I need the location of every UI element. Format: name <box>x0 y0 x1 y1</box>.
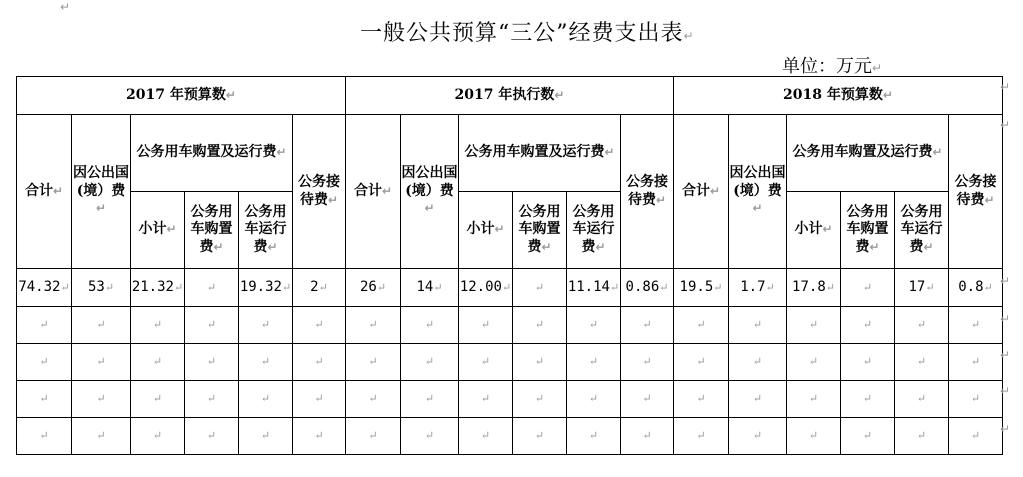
paragraph-mark: ↵ <box>642 429 652 443</box>
table-cell: 19.5↵ <box>674 269 729 307</box>
paragraph-mark: ↵ <box>206 392 217 406</box>
table-cell <box>185 344 239 381</box>
table-cell <box>401 418 459 455</box>
table-row <box>17 307 1003 344</box>
paragraph-mark: ↵ <box>534 280 545 294</box>
paragraph-mark: ↵ <box>173 280 184 294</box>
table-cell <box>674 344 729 381</box>
table-cell: 74.32↵ <box>17 269 72 307</box>
table-cell <box>567 307 621 344</box>
table-cell <box>459 307 513 344</box>
paragraph-mark: ↵ <box>534 318 545 332</box>
table-cell <box>17 307 72 344</box>
paragraph-mark: ↵ <box>424 392 435 406</box>
paragraph-mark: ↵ <box>534 429 545 443</box>
paragraph-mark: ↵ <box>1000 384 1011 398</box>
paragraph-mark: ↵ <box>970 355 981 369</box>
paragraph-mark: ↵ <box>424 318 435 332</box>
paragraph-mark: ↵ <box>534 355 545 369</box>
paragraph-mark: ↵ <box>862 355 873 369</box>
table-cell <box>239 418 293 455</box>
paragraph-mark: ↵ <box>588 355 599 369</box>
header-reception: 公务接待费↵ <box>949 115 1003 269</box>
table-cell: 0.8↵ <box>949 269 1003 307</box>
table-cell: 26↵ <box>346 269 401 307</box>
table-cell <box>72 381 131 418</box>
paragraph-mark: ↵ <box>916 318 927 332</box>
paragraph-mark: ↵ <box>916 392 927 406</box>
table-cell: 53↵ <box>72 269 131 307</box>
paragraph-mark: ↵ <box>862 280 873 294</box>
paragraph-mark: ↵ <box>1000 118 1011 132</box>
paragraph-mark: ↵ <box>872 61 883 75</box>
paragraph-mark: ↵ <box>96 429 106 443</box>
table-cell <box>787 381 841 418</box>
header-reception: 公务接待费↵ <box>293 115 346 269</box>
paragraph-mark: ↵ <box>368 429 378 443</box>
table-cell <box>729 418 787 455</box>
table-row <box>17 344 1003 381</box>
paragraph-mark: ↵ <box>588 318 599 332</box>
paragraph-mark: ↵ <box>152 355 163 369</box>
table-cell <box>131 307 185 344</box>
table-cell <box>72 307 131 344</box>
table-cell <box>346 344 401 381</box>
table-cell <box>567 344 621 381</box>
header-vehicle: 公务用车购置及运行费↵ <box>787 115 949 192</box>
paragraph-mark: ↵ <box>260 318 271 332</box>
table-cell <box>401 307 459 344</box>
table-cell: 14↵ <box>401 269 459 307</box>
paragraph-mark: ↵ <box>696 318 706 332</box>
table-cell <box>459 344 513 381</box>
table-cell <box>841 381 895 418</box>
paragraph-mark: ↵ <box>588 429 599 443</box>
table-cell <box>346 418 401 455</box>
paragraph-mark: ↵ <box>752 318 763 332</box>
header-total: 合计↵ <box>674 115 729 269</box>
table-cell: 1.7↵ <box>729 269 787 307</box>
group-header-2017-budget: 2017 年预算数↵ <box>17 77 346 115</box>
paragraph-mark: ↵ <box>206 318 217 332</box>
paragraph-mark: ↵ <box>642 392 652 406</box>
header-purchase: 公务用车购置费↵ <box>513 192 567 269</box>
header-subtotal: 小计↵ <box>459 192 513 269</box>
paragraph-mark: ↵ <box>696 429 706 443</box>
table-cell <box>513 344 567 381</box>
table-cell <box>17 418 72 455</box>
table-cell <box>621 344 674 381</box>
table-cell <box>841 418 895 455</box>
paragraph-mark: ↵ <box>970 392 981 406</box>
table-cell <box>459 418 513 455</box>
table-cell <box>72 418 131 455</box>
table-cell: 11.14↵ <box>567 269 621 307</box>
paragraph-mark: ↵ <box>970 318 981 332</box>
paragraph-mark: ↵ <box>96 318 106 332</box>
paragraph-mark: ↵ <box>970 429 981 443</box>
table-cell <box>293 418 346 455</box>
table-cell <box>131 381 185 418</box>
table-cell <box>72 344 131 381</box>
paragraph-mark: ↵ <box>96 392 106 406</box>
header-subtotal: 小计↵ <box>131 192 185 269</box>
paragraph-mark: ↵ <box>642 318 652 332</box>
table-cell <box>674 418 729 455</box>
table-cell <box>674 381 729 418</box>
table-cell: 2↵ <box>293 269 346 307</box>
table-cell <box>185 307 239 344</box>
paragraph-mark: ↵ <box>501 280 512 294</box>
table-cell <box>949 344 1003 381</box>
paragraph-mark: ↵ <box>808 355 819 369</box>
paragraph-mark: ↵ <box>1000 274 1011 288</box>
paragraph-mark: ↵ <box>206 429 217 443</box>
header-total: 合计↵ <box>17 115 72 269</box>
paragraph-mark: ↵ <box>1000 80 1011 94</box>
page-title: 一般公共预算“三公”经费支出表↵ <box>360 21 695 46</box>
table-cell <box>401 381 459 418</box>
group-header-2017-actual: 2017 年执行数↵ <box>346 77 674 115</box>
table-cell <box>729 381 787 418</box>
table-cell <box>239 307 293 344</box>
header-vehicle: 公务用车购置及运行费↵ <box>459 115 621 192</box>
group-header-2018-budget: 2018 年预算数↵ <box>674 77 1003 115</box>
paragraph-mark: ↵ <box>480 392 491 406</box>
paragraph-mark: ↵ <box>314 355 324 369</box>
table-cell <box>895 307 949 344</box>
paragraph-mark: ↵ <box>480 355 491 369</box>
unit-label: 单位：万元↵ <box>782 56 883 77</box>
table-cell <box>293 381 346 418</box>
paragraph-mark: ↵ <box>825 280 835 294</box>
table-cell <box>621 307 674 344</box>
paragraph-mark: ↵ <box>480 318 491 332</box>
header-purchase: 公务用车购置费↵ <box>185 192 239 269</box>
paragraph-mark: ↵ <box>152 429 163 443</box>
paragraph-mark: ↵ <box>659 280 669 294</box>
paragraph-mark: ↵ <box>808 318 819 332</box>
header-subtotal: 小计↵ <box>787 192 841 269</box>
table-cell <box>949 307 1003 344</box>
paragraph-mark: ↵ <box>314 429 324 443</box>
table-cell <box>895 381 949 418</box>
table-cell <box>131 418 185 455</box>
header-reception: 公务接待费↵ <box>621 115 674 269</box>
paragraph-mark: ↵ <box>260 392 271 406</box>
table-cell <box>239 344 293 381</box>
paragraph-mark: ↵ <box>862 392 873 406</box>
table-cell <box>949 381 1003 418</box>
paragraph-mark: ↵ <box>260 355 271 369</box>
table-row <box>17 418 1003 455</box>
table-cell <box>841 344 895 381</box>
paragraph-mark: ↵ <box>534 392 545 406</box>
paragraph-mark: ↵ <box>39 429 49 443</box>
paragraph-mark: ↵ <box>713 280 723 294</box>
paragraph-mark: ↵ <box>916 429 927 443</box>
table-cell <box>787 344 841 381</box>
table-cell: 12.00↵ <box>459 269 513 307</box>
table-row <box>17 381 1003 418</box>
paragraph-mark: ↵ <box>318 280 328 294</box>
table-cell <box>17 381 72 418</box>
paragraph-mark: ↵ <box>642 355 652 369</box>
table-cell <box>787 418 841 455</box>
table-cell <box>949 418 1003 455</box>
table-cell <box>729 344 787 381</box>
paragraph-mark: ↵ <box>752 429 763 443</box>
table-cell <box>239 381 293 418</box>
table-cell <box>346 381 401 418</box>
table-cell: 17↵ <box>895 269 949 307</box>
header-total: 合计↵ <box>346 115 401 269</box>
paragraph-mark: ↵ <box>480 429 491 443</box>
paragraph-mark: ↵ <box>424 355 435 369</box>
table-cell: 21.32↵ <box>131 269 185 307</box>
header-abroad: 因公出国(境）费↵ <box>729 115 787 269</box>
paragraph-mark: ↵ <box>1000 348 1011 362</box>
paragraph-mark: ↵ <box>983 280 993 294</box>
table-cell <box>346 307 401 344</box>
table-cell <box>513 418 567 455</box>
table-cell <box>841 269 895 307</box>
paragraph-mark: ↵ <box>39 392 49 406</box>
paragraph-mark: ↵ <box>433 280 443 294</box>
table-cell <box>185 269 239 307</box>
table-cell: 19.32↵ <box>239 269 293 307</box>
header-vehicle: 公务用车购置及运行费↵ <box>131 115 293 192</box>
paragraph-mark: ↵ <box>368 318 378 332</box>
table-cell: 0.86↵ <box>621 269 674 307</box>
table-cell <box>895 418 949 455</box>
paragraph-mark: ↵ <box>862 318 873 332</box>
paragraph-mark: ↵ <box>368 355 378 369</box>
header-operation: 公务用车运行费↵ <box>895 192 949 269</box>
table-cell <box>513 381 567 418</box>
paragraph-mark: ↵ <box>152 318 163 332</box>
table-cell <box>185 418 239 455</box>
paragraph-mark: ↵ <box>281 280 292 294</box>
budget-table <box>16 76 1003 455</box>
header-abroad: 因公出国(境）费↵ <box>401 115 459 269</box>
table-cell <box>621 381 674 418</box>
paragraph-mark: ↵ <box>808 392 819 406</box>
paragraph-mark: ↵ <box>424 429 435 443</box>
table-cell <box>459 381 513 418</box>
paragraph-mark: ↵ <box>862 429 873 443</box>
header-abroad: 因公出国(境）费↵ <box>72 115 131 269</box>
table-cell <box>895 344 949 381</box>
paragraph-mark: ↵ <box>808 429 819 443</box>
paragraph-mark: ↵ <box>752 392 763 406</box>
table-cell <box>621 418 674 455</box>
paragraph-mark: ↵ <box>96 355 106 369</box>
paragraph-mark: ↵ <box>39 355 49 369</box>
paragraph-mark: ↵ <box>916 355 927 369</box>
table-cell <box>293 344 346 381</box>
paragraph-mark: ↵ <box>314 392 324 406</box>
paragraph-mark: ↵ <box>60 280 70 294</box>
paragraph-mark: ↵ <box>696 355 706 369</box>
paragraph-mark: ↵ <box>696 392 706 406</box>
table-cell <box>567 381 621 418</box>
table-cell <box>787 307 841 344</box>
paragraph-mark: ↵ <box>206 355 217 369</box>
table-cell: 17.8↵ <box>787 269 841 307</box>
table-cell <box>841 307 895 344</box>
paragraph-mark: ↵ <box>609 280 620 294</box>
paragraph-mark: ↵ <box>314 318 324 332</box>
header-purchase: 公务用车购置费↵ <box>841 192 895 269</box>
header-operation: 公务用车运行费↵ <box>567 192 621 269</box>
paragraph-mark: ↵ <box>39 318 49 332</box>
table-cell <box>513 307 567 344</box>
table-cell <box>674 307 729 344</box>
paragraph-mark: ↵ <box>765 280 775 294</box>
table-cell <box>513 269 567 307</box>
header-operation: 公务用车运行费↵ <box>239 192 293 269</box>
paragraph-mark: ↵ <box>260 429 271 443</box>
paragraph-mark: ↵ <box>588 392 599 406</box>
table-cell <box>567 418 621 455</box>
paragraph-mark: ↵ <box>104 280 115 294</box>
paragraph-mark: ↵ <box>376 280 387 294</box>
table-cell <box>293 307 346 344</box>
paragraph-mark: ↵ <box>1000 312 1011 326</box>
table-cell <box>401 344 459 381</box>
table-row <box>17 269 1003 307</box>
table-cell <box>729 307 787 344</box>
table-cell <box>185 381 239 418</box>
paragraph-mark: ↵ <box>752 355 763 369</box>
paragraph-mark: ↵ <box>683 29 695 43</box>
paragraph-mark: ↵ <box>152 392 163 406</box>
paragraph-mark: ↵ <box>925 280 935 294</box>
paragraph-mark: ↵ <box>60 0 71 14</box>
paragraph-mark: ↵ <box>368 392 378 406</box>
paragraph-mark: ↵ <box>1000 422 1011 436</box>
table-cell <box>17 344 72 381</box>
table-cell <box>131 344 185 381</box>
paragraph-mark: ↵ <box>206 280 217 294</box>
